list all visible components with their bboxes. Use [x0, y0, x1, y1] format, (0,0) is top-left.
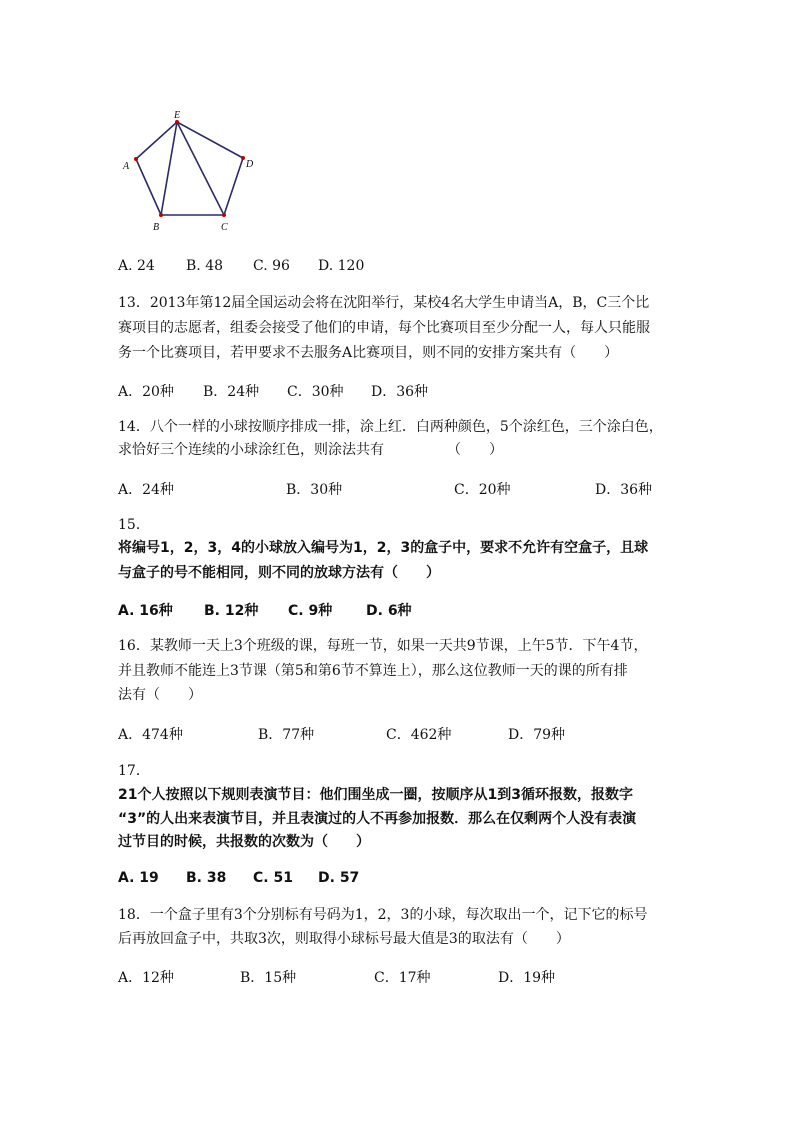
edge-CD	[224, 158, 243, 215]
q14-line-2: 求恰好三个连续的小球涂红色，则涂法共有 （ ）	[118, 442, 503, 458]
q16-option-c: C．462种	[386, 727, 452, 743]
q13-option-c: C．30种	[287, 384, 344, 400]
q17-line-3: 过节目的时候，共报数的次数为（ ）	[118, 834, 370, 850]
q18-option-b: B．15种	[240, 970, 297, 986]
diagonal-EC	[177, 122, 224, 215]
q17-line-1: 21个人按照以下规则表演节目：他们围坐成一圈，按顺序从1到3循环报数，报数字	[118, 787, 633, 803]
q14-option-b: B．30种	[286, 482, 343, 498]
q15-line-2: 与盒子的号不能相同，则不同的放球方法有（ ）	[118, 565, 440, 581]
q14-option-a: A．24种	[118, 482, 174, 498]
q17-option-c: C. 51	[253, 870, 293, 886]
pentagon-figure	[118, 106, 278, 236]
q13-option-b: B．24种	[203, 384, 260, 400]
label-B: B	[153, 222, 160, 233]
q15-option-c: C. 9种	[288, 603, 333, 619]
q15-option-b: B. 12种	[204, 603, 259, 619]
q14-option-c: C．20种	[454, 482, 511, 498]
q16-line-2: 并且教师不能连上3节课（第5和第6节不算连上），那么这位教师一天的课的所有排	[118, 663, 628, 679]
q18-line-1: 18．一个盒子里有3个分别标有号码为1，2，3的小球，每次取出一个，记下它的标号	[118, 907, 648, 923]
q12-option-c: C. 96	[253, 258, 290, 274]
q17-line-2: “3”的人出来表演节目，并且表演过的人不再参加报数．那么在仅剩两个人没有表演	[118, 811, 637, 827]
vertex-B	[159, 213, 163, 217]
q12-option-b: B. 48	[186, 258, 224, 274]
q13-line-2: 赛项目的志愿者，组委会接受了他们的申请，每个比赛项目至少分配一人，每人只能服	[118, 320, 650, 336]
q17-number: 17．	[118, 763, 150, 779]
q13-line-3: 务一个比赛项目，若甲要求不去服务A比赛项目，则不同的安排方案共有（ ）	[118, 345, 619, 361]
vertex-A	[134, 157, 138, 161]
q13-option-d: D．36种	[371, 384, 429, 400]
q16-line-1: 16．某教师一天上3个班级的课，每班一节，如果一天共9节课，上午5节．下午4节，	[118, 638, 648, 654]
q18-option-d: D．19种	[498, 970, 556, 986]
q18-option-a: A．12种	[118, 970, 174, 986]
label-C: C	[221, 222, 228, 233]
vertex-D	[241, 156, 245, 160]
q13-option-a: A．20种	[118, 384, 174, 400]
q12-option-d: D. 120	[318, 258, 365, 274]
q18-option-c: C．17种	[374, 970, 431, 986]
q17-option-a: A. 19	[118, 870, 159, 886]
q16-option-d: D．79种	[508, 727, 566, 743]
vertex-C	[222, 213, 226, 217]
label-D: D	[246, 159, 254, 170]
q14-line-1: 14．八个一样的小球按顺序排成一排，涂上红．白两种颜色，5个涂红色，三个涂白色，	[118, 419, 663, 435]
q15-option-d: D. 6种	[366, 603, 412, 619]
q13-line-1: 13．2013年第12届全国运动会将在沈阳举行，某校4名大学生申请当A，B，C三个比	[118, 295, 650, 311]
label-A: A	[123, 161, 130, 172]
q15-option-a: A. 16种	[118, 603, 173, 619]
q16-option-b: B．77种	[258, 727, 315, 743]
q16-option-a: A．474种	[118, 727, 183, 743]
q17-option-d: D. 57	[318, 870, 360, 886]
q17-option-b: B. 38	[186, 870, 227, 886]
q15-number: 15．	[118, 517, 150, 533]
q15-line-1: 将编号1，2，3，4的小球放入编号为1，2，3的盒子中，要求不允许有空盒子，且球	[118, 540, 649, 556]
q12-option-a: A. 24	[118, 258, 155, 274]
diagonal-EB	[161, 122, 177, 215]
label-E: E	[174, 110, 181, 121]
q16-line-3: 法有（ ）	[118, 687, 202, 703]
q14-option-d: D．36种	[595, 482, 653, 498]
q18-line-2: 后再放回盒子中，共取3次，则取得小球标号最大值是3的取法有（ ）	[118, 931, 570, 947]
edge-AB	[136, 159, 161, 215]
